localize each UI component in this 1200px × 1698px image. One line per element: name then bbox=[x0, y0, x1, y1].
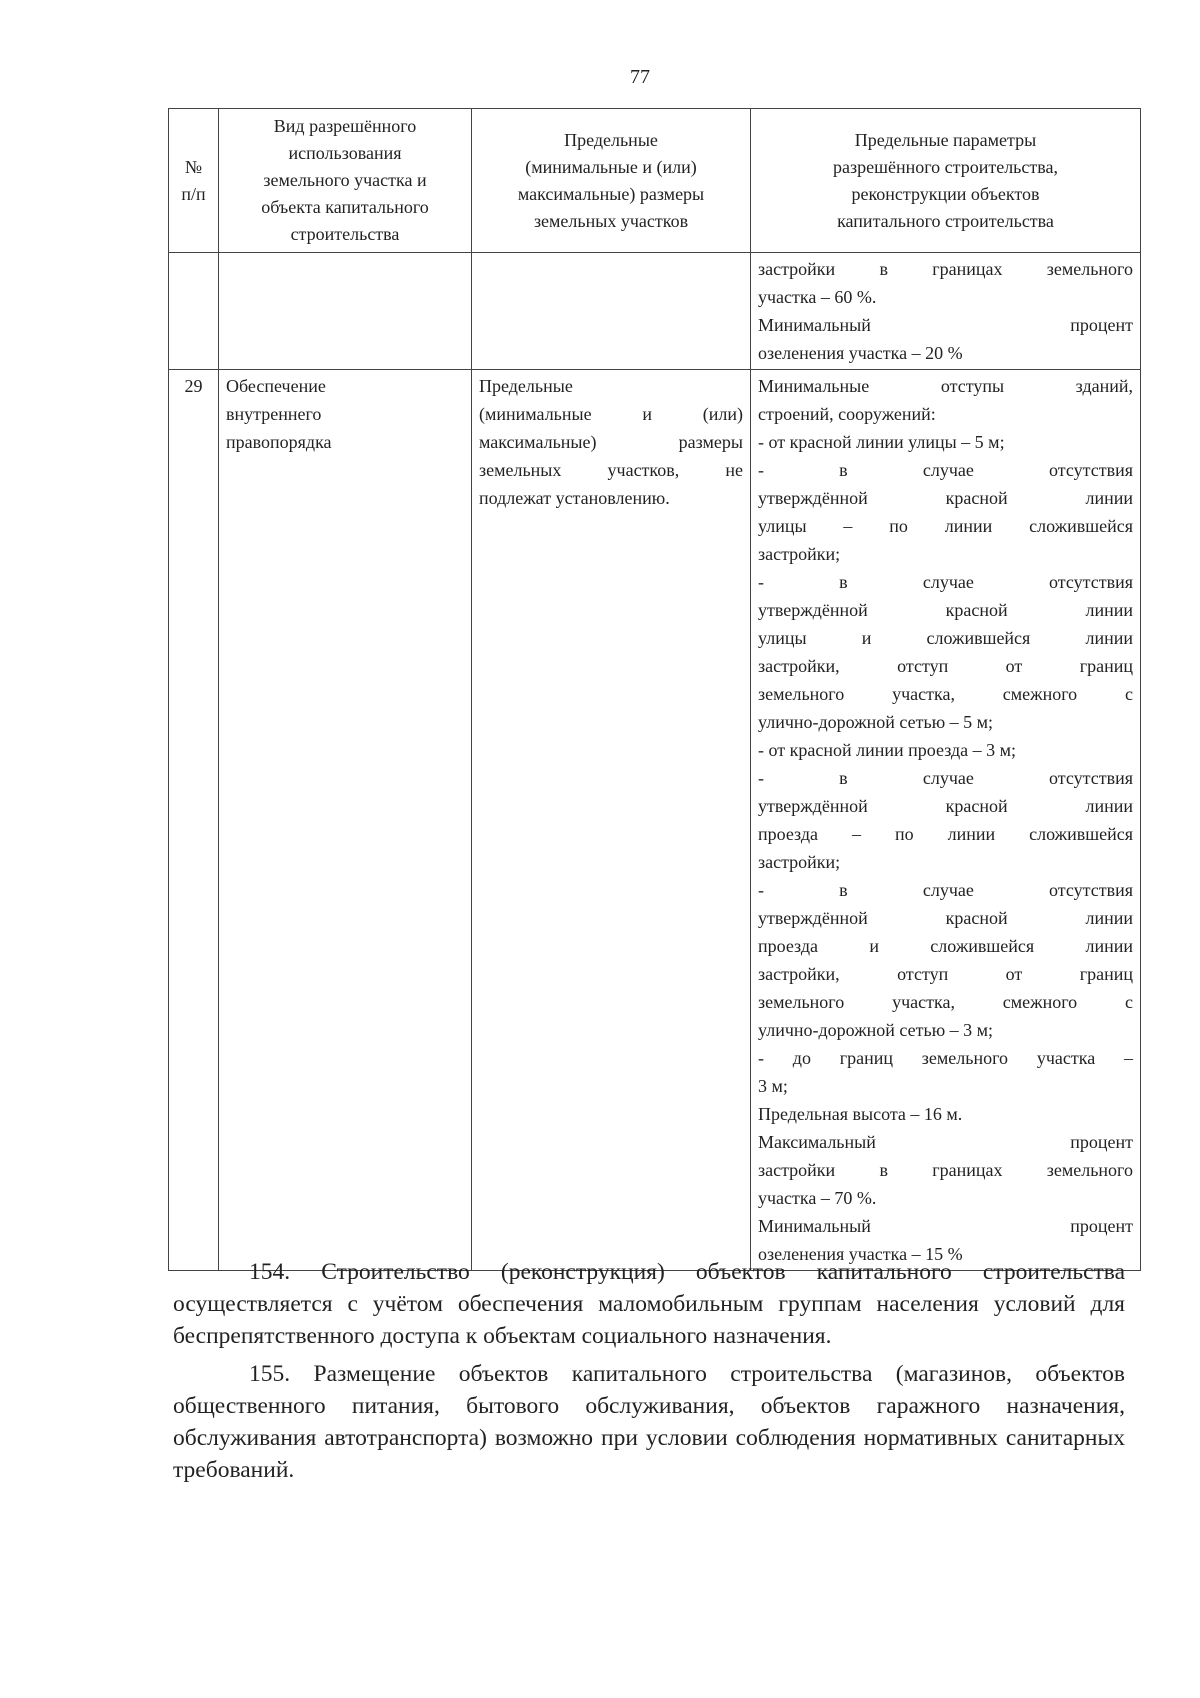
header-line: Вид разрешённого bbox=[273, 116, 417, 136]
table-row-29 bbox=[169, 370, 1141, 1271]
header-line: земельного участка и bbox=[263, 170, 427, 190]
param-line: озеленения участка – 15 % bbox=[758, 1244, 963, 1264]
param-line: земельного участка, смежного с bbox=[758, 684, 1133, 704]
param-line: 3 м; bbox=[758, 1076, 788, 1096]
header-line: № bbox=[184, 156, 203, 177]
param-line: озеленения участка – 20 % bbox=[758, 343, 963, 363]
size-line: земельных участков, не bbox=[479, 460, 743, 480]
param-line: проезда и сложившейся линии bbox=[758, 936, 1133, 956]
param-line: - до границ земельного участка – bbox=[758, 1048, 1133, 1068]
param-line: улично-дорожной сетью – 5 м; bbox=[758, 712, 994, 732]
param-line: - в случае отсутствия bbox=[758, 572, 1133, 592]
param-line: утверждённой красной линии bbox=[758, 796, 1133, 816]
cell-permitted-use-type bbox=[219, 370, 472, 1271]
page-number: 77 bbox=[630, 66, 650, 88]
cell-construction-parameters bbox=[751, 253, 1141, 370]
header-line: п/п bbox=[181, 183, 206, 204]
param-line: утверждённой красной линии bbox=[758, 908, 1133, 928]
size-line: максимальные) размеры bbox=[479, 432, 743, 452]
header-line: объекта капитального bbox=[261, 197, 429, 217]
param-line: участка – 70 %. bbox=[758, 1188, 877, 1208]
header-line: Предельные параметры bbox=[854, 129, 1037, 150]
param-line: застройки, отступ от границ bbox=[758, 964, 1133, 984]
size-line: (минимальные и (или) bbox=[479, 404, 743, 424]
header-line: строительства bbox=[290, 224, 400, 244]
param-line: - в случае отсутствия bbox=[758, 460, 1133, 480]
param-line: - от красной линии улицы – 5 м; bbox=[758, 432, 1005, 452]
param-line: - в случае отсутствия bbox=[758, 880, 1133, 900]
param-line: застройки; bbox=[758, 544, 841, 564]
body-text bbox=[173, 1256, 1125, 1492]
type-line: Обеспечение bbox=[226, 376, 326, 396]
param-line: улицы и сложившейся линии bbox=[758, 628, 1133, 648]
param-line: Минимальный процент bbox=[758, 1216, 1133, 1236]
header-permitted-use-type bbox=[219, 109, 472, 253]
param-line: Предельная высота – 16 м. bbox=[758, 1104, 963, 1124]
size-line: подлежат установлению. bbox=[479, 488, 670, 508]
param-line: застройки, отступ от границ bbox=[758, 656, 1133, 676]
header-line: Предельные bbox=[564, 129, 658, 150]
paragraph-155: 155. Размещение объектов капитального строительства (магазинов, объектов общественного питания, бытового обслуживания, объектов гаражного назначения, обслуживания автотранспорта) возможно при условии соблюдения нормативных санитарных требований. bbox=[173, 1361, 1125, 1483]
header-construction-parameters bbox=[751, 109, 1141, 253]
type-line: внутреннего bbox=[226, 404, 322, 424]
cell-plot-size-limits bbox=[472, 253, 751, 370]
header-line: земельных участков bbox=[533, 210, 689, 231]
header-line: реконструкции объектов bbox=[851, 183, 1040, 204]
table-row-continuation bbox=[169, 253, 1141, 370]
header-line: (минимальные и (или) bbox=[525, 156, 697, 177]
header-line: использования bbox=[288, 143, 402, 163]
header-line: максимальные) размеры bbox=[517, 183, 705, 204]
cell-number bbox=[169, 253, 219, 370]
param-line: участка – 60 %. bbox=[758, 287, 877, 307]
param-line: проезда – по линии сложившейся bbox=[758, 824, 1133, 844]
param-line: застройки в границах земельного bbox=[758, 1160, 1133, 1180]
param-line: Максимальный процент bbox=[758, 1132, 1133, 1152]
header-number bbox=[169, 109, 219, 253]
param-line: Минимальный процент bbox=[758, 315, 1133, 335]
param-line: улицы – по линии сложившейся bbox=[758, 516, 1133, 536]
paragraph-154: 154. Строительство (реконструкция) объектов капитального строительства осуществляется с учётом обеспечения маломобильным группам населения условий для беспрепятственного доступа к объектам социального назначения. bbox=[173, 1259, 1125, 1349]
table-header-row bbox=[169, 109, 1141, 253]
param-line: утверждённой красной линии bbox=[758, 600, 1133, 620]
param-line: - от красной линии проезда – 3 м; bbox=[758, 740, 1017, 760]
header-line: капитального строительства bbox=[837, 210, 1054, 231]
param-line: - в случае отсутствия bbox=[758, 768, 1133, 788]
cell-construction-parameters bbox=[751, 370, 1141, 1271]
cell-number: 29 bbox=[169, 370, 219, 1271]
param-line: строений, сооружений: bbox=[758, 404, 936, 424]
param-line: земельного участка, смежного с bbox=[758, 992, 1133, 1012]
param-line: улично-дорожной сетью – 3 м; bbox=[758, 1020, 994, 1040]
param-line: застройки; bbox=[758, 852, 841, 872]
land-use-regulations-table bbox=[168, 108, 1141, 1271]
param-line: застройки в границах земельного bbox=[758, 259, 1133, 279]
param-line: Минимальные отступы зданий, bbox=[758, 376, 1133, 396]
size-line: Предельные bbox=[479, 376, 573, 396]
header-line: разрешённого строительства, bbox=[833, 156, 1058, 177]
type-line: правопорядка bbox=[226, 432, 332, 452]
param-line: утверждённой красной линии bbox=[758, 488, 1133, 508]
cell-permitted-use-type bbox=[219, 253, 472, 370]
cell-plot-size-limits bbox=[472, 370, 751, 1271]
header-plot-size-limits bbox=[472, 109, 751, 253]
